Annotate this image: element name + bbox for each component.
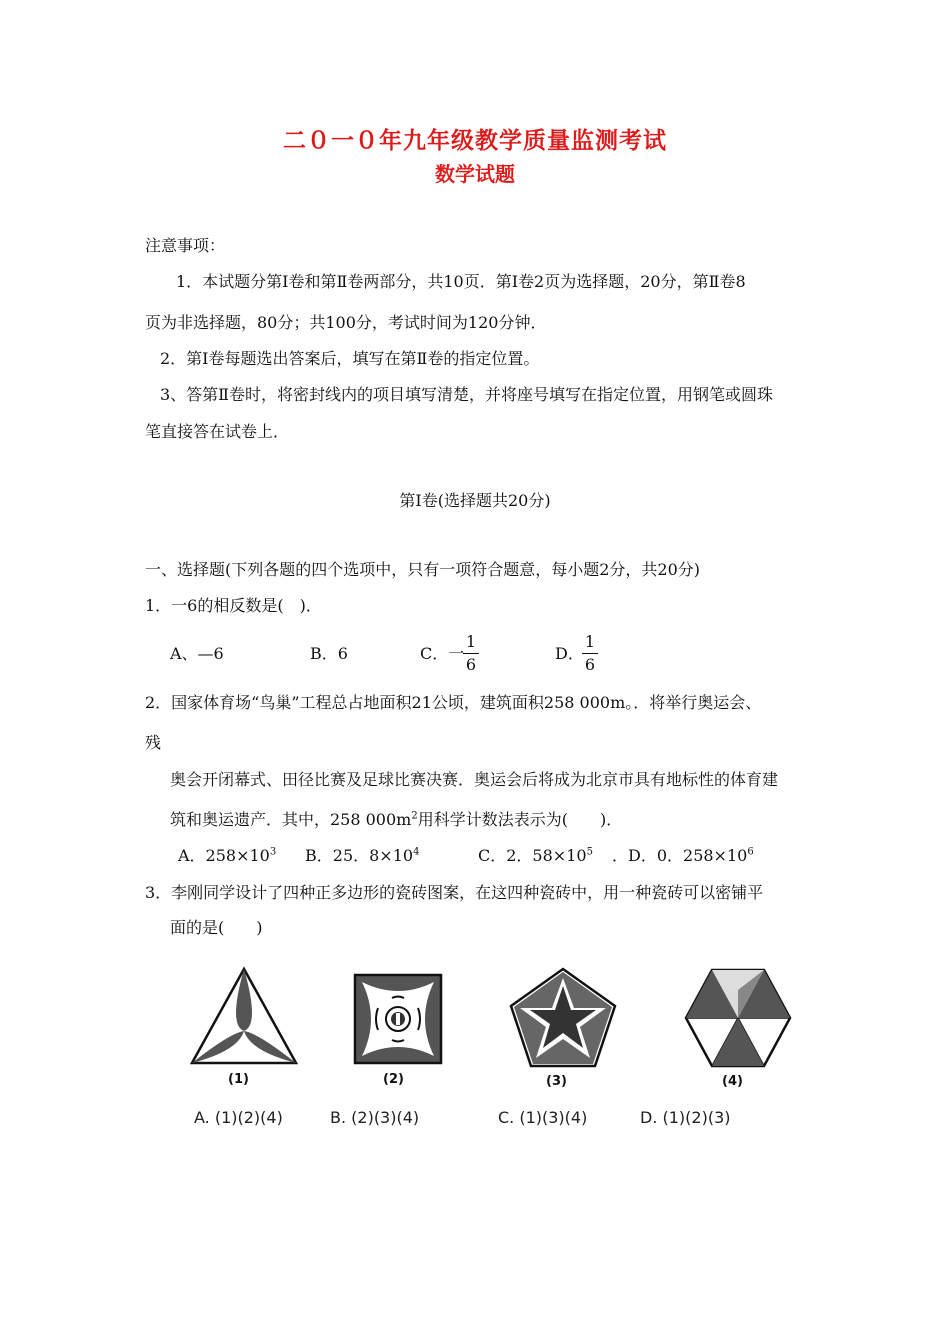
q1-stem: 1．一6的相反数是( )． [145, 596, 322, 615]
q3-option-c: C. (1)(3)(4) [498, 1108, 588, 1127]
figure-label-2: (2) [383, 1072, 404, 1087]
exam-subtitle: 数学试题 [435, 162, 515, 186]
q2-line-2: 残 [145, 733, 162, 752]
figure-label-1: (1) [228, 1072, 249, 1087]
q1-option-c-prefix: C．一 [420, 644, 465, 663]
tile-hexagon-figure [682, 966, 794, 1070]
tile-square-figure [352, 972, 444, 1066]
option-text: ．D．0．258×10 [612, 846, 748, 865]
note-2: 2．第Ⅰ卷每题选出答案后，填写在第Ⅱ卷的指定位置。 [160, 349, 540, 368]
tile-triangle-figure [188, 965, 300, 1067]
q2-option-d [612, 846, 754, 866]
q2-line-4-text: 筑和奥运遗产．其中，258 000m [170, 810, 412, 829]
q3-option-d: D. (1)(2)(3) [640, 1108, 731, 1127]
q2-line-4 [170, 810, 622, 830]
q3-line-1: 3．李刚同学设计了四种正多边形的瓷砖图案，在这四种瓷砖中，用一种瓷砖可以密铺平 [145, 883, 764, 902]
q3-line-2: 面的是( ) [170, 918, 263, 937]
exam-title: 二０一０年九年级教学质量监测考试 [283, 128, 667, 154]
q1-option-b: B．6 [310, 644, 348, 663]
q2-line-4-tail: 用科学计数法表示为( )． [417, 810, 623, 829]
q2-line-1: 2．国家体育场“鸟巢”工程总占地面积21公顷，建筑面积258 000m。．将举行奥运会、 [145, 693, 762, 712]
note-3a: 3、答第Ⅱ卷时，将密封线内的项目填写清楚，并将座号填写在指定位置，用钢笔或圆珠 [160, 385, 774, 404]
note-1a: 1．本试题分第Ⅰ卷和第Ⅱ卷两部分，共10页．第Ⅰ卷2页为选择题，20分，第Ⅱ卷8 [176, 272, 746, 291]
superscript: 5 [586, 846, 593, 858]
q1-option-d-prefix: D． [555, 644, 584, 663]
superscript: 4 [413, 846, 420, 858]
option-text: C．2．58×10 [478, 846, 587, 865]
fraction-denominator: 6 [584, 655, 596, 674]
notes-heading: 注意事项： [145, 236, 226, 255]
option-text: A．258×10 [178, 846, 270, 865]
q3-option-a: A. (1)(2)(4) [194, 1108, 283, 1127]
option-text: B．25．8×10 [305, 846, 414, 865]
fraction-denominator: 6 [465, 655, 477, 674]
q2-option-c [478, 846, 593, 866]
fraction-numerator: 1 [584, 632, 596, 651]
q1-option-a: A、—6 [170, 644, 224, 663]
figure-label-4: (4) [722, 1074, 743, 1089]
q3-option-b: B. (2)(3)(4) [330, 1108, 420, 1127]
fraction-numerator: 1 [465, 632, 477, 651]
section-instruction: 一、选择题(下列各题的四个选项中，只有一项符合题意，每小题2分，共20分) [145, 560, 701, 579]
fraction-bar [582, 653, 598, 654]
q1-option-d-fraction [582, 632, 598, 675]
note-3b: 笔直接答在试卷上． [145, 422, 290, 441]
note-1b: 页为非选择题，80分；共100分，考试时间为120分钟． [145, 313, 547, 332]
superscript: 6 [747, 846, 754, 858]
superscript: 3 [269, 846, 277, 858]
q2-line-3: 奥会开闭幕式、田径比赛及足球比赛决赛．奥运会后将成为北京市具有地标性的体育建 [170, 770, 779, 789]
q1-option-c-fraction [463, 632, 479, 675]
section-title: 第Ⅰ卷(选择题共20分) [399, 491, 551, 510]
figure-label-3: (3) [546, 1074, 567, 1089]
superscript: 2 [411, 810, 418, 822]
q2-option-a [178, 846, 276, 866]
fraction-bar [463, 653, 479, 654]
q2-option-b [305, 846, 419, 866]
tile-pentagon-figure [508, 966, 618, 1070]
